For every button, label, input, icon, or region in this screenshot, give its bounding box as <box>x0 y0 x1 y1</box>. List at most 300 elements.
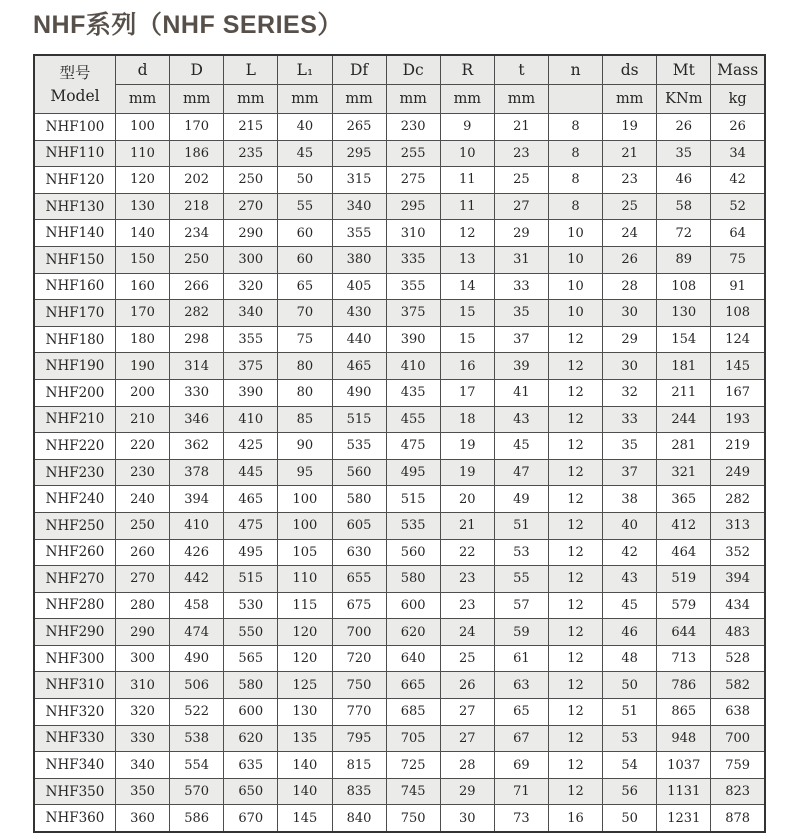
cell-n: 12 <box>549 566 603 593</box>
cell-d: 250 <box>116 512 170 539</box>
cell-Mass: 64 <box>711 220 765 247</box>
cell-L1: 130 <box>278 699 332 726</box>
cell-Df: 605 <box>332 512 386 539</box>
cell-R: 9 <box>440 114 494 141</box>
table-row-NHF350 <box>34 778 765 805</box>
cell-R: 15 <box>440 300 494 327</box>
cell-t: 71 <box>494 778 548 805</box>
table-row-NHF150 <box>34 246 765 273</box>
column-header-t: t <box>494 55 548 85</box>
cell-L1: 105 <box>278 539 332 566</box>
cell-R: 21 <box>440 512 494 539</box>
cell-n: 12 <box>549 672 603 699</box>
cell-D: 474 <box>170 619 224 646</box>
cell-R: 12 <box>440 220 494 247</box>
table-row-NHF300 <box>34 645 765 672</box>
cell-Dc: 455 <box>386 406 440 433</box>
cell-Mt: 35 <box>657 140 711 167</box>
cell-L: 620 <box>224 725 278 752</box>
cell-Dc: 295 <box>386 193 440 220</box>
cell-ds: 35 <box>603 433 657 460</box>
cell-t: 51 <box>494 512 548 539</box>
cell-D: 378 <box>170 459 224 486</box>
cell-Mt: 181 <box>657 353 711 380</box>
cell-Mass: 638 <box>711 699 765 726</box>
cell-Dc: 310 <box>386 220 440 247</box>
cell-Dc: 230 <box>386 114 440 141</box>
column-header-ds: ds <box>603 55 657 85</box>
cell-Dc: 515 <box>386 486 440 513</box>
cell-L1: 100 <box>278 512 332 539</box>
cell-L1: 140 <box>278 778 332 805</box>
cell-Df: 700 <box>332 619 386 646</box>
table-row-NHF270 <box>34 566 765 593</box>
cell-t: 73 <box>494 805 548 832</box>
cell-L1: 95 <box>278 459 332 486</box>
cell-t: 25 <box>494 167 548 194</box>
cell-Dc: 685 <box>386 699 440 726</box>
table-row-NHF160 <box>34 273 765 300</box>
cell-n: 10 <box>549 246 603 273</box>
cell-n: 10 <box>549 273 603 300</box>
column-unit-ds: mm <box>603 85 657 114</box>
column-unit-n <box>549 85 603 114</box>
cell-ds: 54 <box>603 752 657 779</box>
cell-R: 22 <box>440 539 494 566</box>
cell-Df: 315 <box>332 167 386 194</box>
cell-Dc: 640 <box>386 645 440 672</box>
model-cell: NHF210 <box>34 406 116 433</box>
cell-Mass: 434 <box>711 592 765 619</box>
cell-n: 12 <box>549 752 603 779</box>
cell-Df: 815 <box>332 752 386 779</box>
cell-L: 215 <box>224 114 278 141</box>
cell-L1: 40 <box>278 114 332 141</box>
cell-Df: 580 <box>332 486 386 513</box>
cell-Dc: 600 <box>386 592 440 619</box>
cell-ds: 30 <box>603 300 657 327</box>
cell-D: 234 <box>170 220 224 247</box>
cell-Df: 380 <box>332 246 386 273</box>
cell-D: 586 <box>170 805 224 832</box>
cell-n: 12 <box>549 326 603 353</box>
cell-d: 330 <box>116 725 170 752</box>
cell-d: 130 <box>116 193 170 220</box>
cell-Mass: 352 <box>711 539 765 566</box>
cell-Mt: 26 <box>657 114 711 141</box>
cell-ds: 21 <box>603 140 657 167</box>
cell-ds: 48 <box>603 645 657 672</box>
model-cell: NHF230 <box>34 459 116 486</box>
cell-L: 250 <box>224 167 278 194</box>
cell-d: 360 <box>116 805 170 832</box>
cell-R: 13 <box>440 246 494 273</box>
cell-Mass: 282 <box>711 486 765 513</box>
cell-t: 61 <box>494 645 548 672</box>
cell-d: 240 <box>116 486 170 513</box>
cell-Dc: 750 <box>386 805 440 832</box>
page-title: NHF系列（NHF SERIES） <box>33 11 343 39</box>
cell-Mt: 713 <box>657 645 711 672</box>
cell-d: 280 <box>116 592 170 619</box>
cell-t: 29 <box>494 220 548 247</box>
cell-Dc: 255 <box>386 140 440 167</box>
table-row-NHF230 <box>34 459 765 486</box>
cell-D: 506 <box>170 672 224 699</box>
column-unit-D: mm <box>170 85 224 114</box>
cell-ds: 23 <box>603 167 657 194</box>
cell-d: 180 <box>116 326 170 353</box>
table-row-NHF320 <box>34 699 765 726</box>
cell-L: 565 <box>224 645 278 672</box>
cell-D: 426 <box>170 539 224 566</box>
cell-Mass: 219 <box>711 433 765 460</box>
cell-Dc: 375 <box>386 300 440 327</box>
cell-ds: 19 <box>603 114 657 141</box>
cell-n: 12 <box>549 592 603 619</box>
cell-d: 100 <box>116 114 170 141</box>
cell-Mt: 46 <box>657 167 711 194</box>
cell-ds: 30 <box>603 353 657 380</box>
cell-Df: 440 <box>332 326 386 353</box>
cell-n: 12 <box>549 486 603 513</box>
table-row-NHF210 <box>34 406 765 433</box>
cell-Df: 770 <box>332 699 386 726</box>
cell-n: 16 <box>549 805 603 832</box>
cell-Mt: 948 <box>657 725 711 752</box>
cell-Df: 490 <box>332 379 386 406</box>
cell-Mt: 412 <box>657 512 711 539</box>
cell-Mass: 42 <box>711 167 765 194</box>
cell-d: 260 <box>116 539 170 566</box>
cell-Dc: 560 <box>386 539 440 566</box>
cell-d: 110 <box>116 140 170 167</box>
cell-ds: 45 <box>603 592 657 619</box>
model-cell: NHF350 <box>34 778 116 805</box>
cell-Mass: 249 <box>711 459 765 486</box>
cell-Mt: 89 <box>657 246 711 273</box>
cell-d: 350 <box>116 778 170 805</box>
cell-ds: 29 <box>603 326 657 353</box>
table-row-NHF100 <box>34 114 765 141</box>
column-header-d: d <box>116 55 170 85</box>
table-body <box>34 114 765 833</box>
cell-Dc: 495 <box>386 459 440 486</box>
cell-Mass: 167 <box>711 379 765 406</box>
cell-Dc: 705 <box>386 725 440 752</box>
cell-R: 11 <box>440 193 494 220</box>
cell-t: 55 <box>494 566 548 593</box>
cell-L1: 110 <box>278 566 332 593</box>
cell-ds: 33 <box>603 406 657 433</box>
cell-Mass: 193 <box>711 406 765 433</box>
cell-R: 24 <box>440 619 494 646</box>
cell-n: 12 <box>549 433 603 460</box>
model-cell: NHF240 <box>34 486 116 513</box>
cell-Mt: 365 <box>657 486 711 513</box>
cell-ds: 42 <box>603 539 657 566</box>
cell-Dc: 410 <box>386 353 440 380</box>
model-cell: NHF130 <box>34 193 116 220</box>
cell-Mass: 483 <box>711 619 765 646</box>
cell-Mass: 759 <box>711 752 765 779</box>
cell-L: 290 <box>224 220 278 247</box>
cell-D: 394 <box>170 486 224 513</box>
cell-d: 210 <box>116 406 170 433</box>
cell-Mass: 52 <box>711 193 765 220</box>
cell-L1: 85 <box>278 406 332 433</box>
cell-Df: 835 <box>332 778 386 805</box>
cell-L1: 60 <box>278 246 332 273</box>
cell-n: 12 <box>549 725 603 752</box>
cell-L: 635 <box>224 752 278 779</box>
cell-Dc: 390 <box>386 326 440 353</box>
cell-Mass: 108 <box>711 300 765 327</box>
model-cell: NHF330 <box>34 725 116 752</box>
cell-Dc: 620 <box>386 619 440 646</box>
cell-R: 25 <box>440 645 494 672</box>
cell-n: 8 <box>549 114 603 141</box>
column-header-Mt: Mt <box>657 55 711 85</box>
model-cell: NHF290 <box>34 619 116 646</box>
cell-D: 346 <box>170 406 224 433</box>
cell-ds: 50 <box>603 805 657 832</box>
cell-Mass: 823 <box>711 778 765 805</box>
cell-L1: 90 <box>278 433 332 460</box>
cell-n: 12 <box>549 645 603 672</box>
nhf-series-spec-table <box>33 54 766 833</box>
cell-ds: 56 <box>603 778 657 805</box>
cell-D: 250 <box>170 246 224 273</box>
cell-n: 12 <box>549 619 603 646</box>
cell-R: 19 <box>440 459 494 486</box>
cell-Df: 295 <box>332 140 386 167</box>
cell-t: 53 <box>494 539 548 566</box>
model-cell: NHF160 <box>34 273 116 300</box>
cell-D: 186 <box>170 140 224 167</box>
cell-t: 63 <box>494 672 548 699</box>
column-unit-Dc: mm <box>386 85 440 114</box>
cell-t: 27 <box>494 193 548 220</box>
cell-Df: 465 <box>332 353 386 380</box>
cell-n: 10 <box>549 300 603 327</box>
cell-R: 15 <box>440 326 494 353</box>
cell-d: 170 <box>116 300 170 327</box>
cell-t: 41 <box>494 379 548 406</box>
column-unit-R: mm <box>440 85 494 114</box>
table-row-NHF340 <box>34 752 765 779</box>
cell-d: 230 <box>116 459 170 486</box>
cell-L1: 125 <box>278 672 332 699</box>
column-unit-d: mm <box>116 85 170 114</box>
cell-d: 340 <box>116 752 170 779</box>
table-row-NHF120 <box>34 167 765 194</box>
cell-R: 17 <box>440 379 494 406</box>
cell-Df: 655 <box>332 566 386 593</box>
table-row-NHF250 <box>34 512 765 539</box>
table-row-NHF130 <box>34 193 765 220</box>
cell-t: 47 <box>494 459 548 486</box>
cell-L: 475 <box>224 512 278 539</box>
cell-ds: 46 <box>603 619 657 646</box>
cell-D: 314 <box>170 353 224 380</box>
cell-Mt: 1131 <box>657 778 711 805</box>
model-cell: NHF310 <box>34 672 116 699</box>
cell-Df: 405 <box>332 273 386 300</box>
cell-Dc: 725 <box>386 752 440 779</box>
cell-L1: 70 <box>278 300 332 327</box>
cell-Dc: 580 <box>386 566 440 593</box>
cell-Mt: 464 <box>657 539 711 566</box>
cell-R: 27 <box>440 699 494 726</box>
cell-D: 410 <box>170 512 224 539</box>
header-row-units <box>34 85 765 114</box>
cell-D: 266 <box>170 273 224 300</box>
cell-Mt: 321 <box>657 459 711 486</box>
cell-ds: 50 <box>603 672 657 699</box>
cell-Dc: 535 <box>386 512 440 539</box>
cell-Dc: 435 <box>386 379 440 406</box>
column-header-L: L <box>224 55 278 85</box>
table-row-NHF260 <box>34 539 765 566</box>
cell-L1: 65 <box>278 273 332 300</box>
cell-L1: 115 <box>278 592 332 619</box>
cell-L: 270 <box>224 193 278 220</box>
cell-L: 410 <box>224 406 278 433</box>
cell-L1: 135 <box>278 725 332 752</box>
cell-L: 445 <box>224 459 278 486</box>
cell-R: 11 <box>440 167 494 194</box>
cell-Mt: 644 <box>657 619 711 646</box>
header-row-names <box>34 55 765 85</box>
cell-ds: 40 <box>603 512 657 539</box>
model-cell: NHF280 <box>34 592 116 619</box>
model-cell: NHF110 <box>34 140 116 167</box>
table-row-NHF310 <box>34 672 765 699</box>
column-header-D: D <box>170 55 224 85</box>
cell-t: 21 <box>494 114 548 141</box>
cell-t: 67 <box>494 725 548 752</box>
cell-D: 218 <box>170 193 224 220</box>
cell-d: 220 <box>116 433 170 460</box>
cell-L: 495 <box>224 539 278 566</box>
model-column-header <box>34 55 116 114</box>
cell-n: 12 <box>549 699 603 726</box>
cell-Dc: 665 <box>386 672 440 699</box>
cell-n: 12 <box>549 459 603 486</box>
cell-L: 320 <box>224 273 278 300</box>
table-row-NHF330 <box>34 725 765 752</box>
cell-t: 59 <box>494 619 548 646</box>
cell-t: 57 <box>494 592 548 619</box>
table-row-NHF290 <box>34 619 765 646</box>
column-unit-Mt: KNm <box>657 85 711 114</box>
table-row-NHF190 <box>34 353 765 380</box>
cell-D: 362 <box>170 433 224 460</box>
cell-L: 670 <box>224 805 278 832</box>
cell-Mass: 394 <box>711 566 765 593</box>
cell-Mt: 1037 <box>657 752 711 779</box>
cell-d: 320 <box>116 699 170 726</box>
cell-d: 120 <box>116 167 170 194</box>
table-row-NHF360 <box>34 805 765 832</box>
cell-ds: 53 <box>603 725 657 752</box>
cell-L1: 75 <box>278 326 332 353</box>
cell-n: 12 <box>549 353 603 380</box>
cell-ds: 37 <box>603 459 657 486</box>
table-row-NHF200 <box>34 379 765 406</box>
cell-Dc: 355 <box>386 273 440 300</box>
cell-ds: 28 <box>603 273 657 300</box>
table-row-NHF180 <box>34 326 765 353</box>
cell-n: 10 <box>549 220 603 247</box>
cell-D: 458 <box>170 592 224 619</box>
table-row-NHF280 <box>34 592 765 619</box>
model-cell: NHF120 <box>34 167 116 194</box>
cell-Mt: 154 <box>657 326 711 353</box>
cell-Df: 750 <box>332 672 386 699</box>
cell-Mass: 700 <box>711 725 765 752</box>
cell-d: 270 <box>116 566 170 593</box>
cell-t: 49 <box>494 486 548 513</box>
column-header-Mass: Mass <box>711 55 765 85</box>
cell-Df: 675 <box>332 592 386 619</box>
model-cell: NHF200 <box>34 379 116 406</box>
cell-D: 442 <box>170 566 224 593</box>
cell-L1: 60 <box>278 220 332 247</box>
model-cell: NHF260 <box>34 539 116 566</box>
cell-Mt: 58 <box>657 193 711 220</box>
column-unit-L: mm <box>224 85 278 114</box>
cell-L: 340 <box>224 300 278 327</box>
cell-L: 375 <box>224 353 278 380</box>
column-header-Df: Df <box>332 55 386 85</box>
cell-L: 425 <box>224 433 278 460</box>
cell-D: 330 <box>170 379 224 406</box>
cell-t: 69 <box>494 752 548 779</box>
model-cell: NHF100 <box>34 114 116 141</box>
cell-L: 580 <box>224 672 278 699</box>
table-row-NHF170 <box>34 300 765 327</box>
cell-Mt: 244 <box>657 406 711 433</box>
cell-n: 12 <box>549 512 603 539</box>
cell-Dc: 275 <box>386 167 440 194</box>
cell-n: 8 <box>549 167 603 194</box>
column-header-R: R <box>440 55 494 85</box>
cell-L1: 145 <box>278 805 332 832</box>
cell-D: 554 <box>170 752 224 779</box>
cell-Df: 720 <box>332 645 386 672</box>
cell-t: 39 <box>494 353 548 380</box>
cell-d: 200 <box>116 379 170 406</box>
cell-Mt: 108 <box>657 273 711 300</box>
column-unit-Df: mm <box>332 85 386 114</box>
cell-L: 355 <box>224 326 278 353</box>
cell-L: 530 <box>224 592 278 619</box>
cell-Mass: 145 <box>711 353 765 380</box>
cell-D: 538 <box>170 725 224 752</box>
cell-d: 160 <box>116 273 170 300</box>
cell-Mt: 519 <box>657 566 711 593</box>
table-row-NHF110 <box>34 140 765 167</box>
model-header-zh: 型号 <box>59 64 91 83</box>
cell-D: 490 <box>170 645 224 672</box>
cell-Df: 515 <box>332 406 386 433</box>
cell-ds: 38 <box>603 486 657 513</box>
cell-Df: 265 <box>332 114 386 141</box>
cell-Df: 430 <box>332 300 386 327</box>
cell-R: 14 <box>440 273 494 300</box>
